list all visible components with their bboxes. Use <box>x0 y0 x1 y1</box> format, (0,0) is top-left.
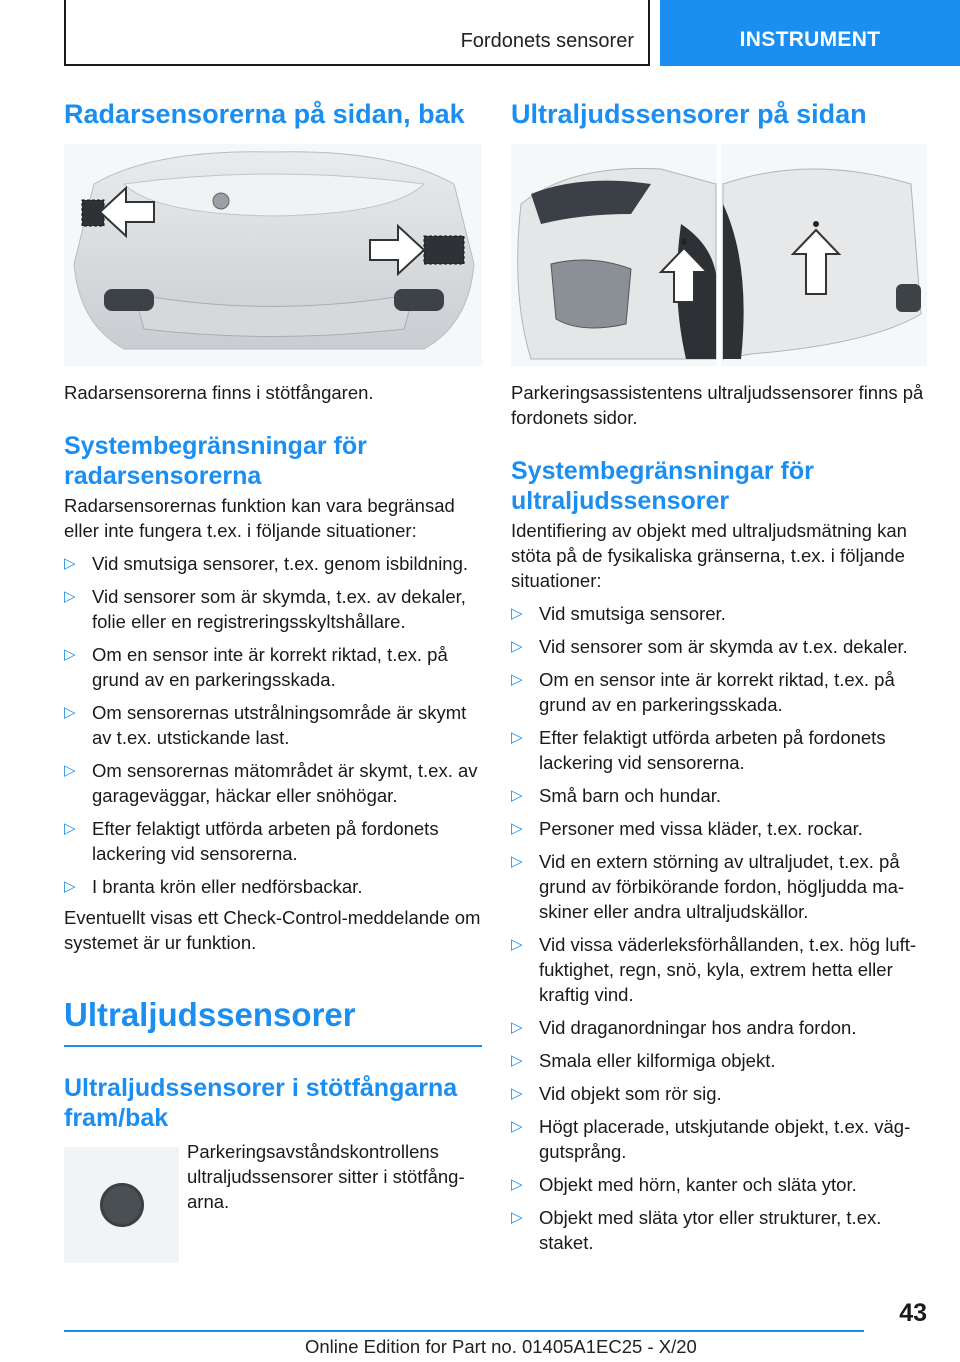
left-column <box>64 98 482 1263</box>
bullet-triangle-icon: ▷ <box>511 820 523 838</box>
list-item: ▷ Om en sensor inte är korrekt riktad, t.ex. på grund av en parkeringsskada. <box>511 669 895 716</box>
list-item: ▷ Smala eller kilformiga objekt. <box>511 1050 776 1072</box>
footer-edition: Online Edition for Part no. 01405A1EC25 - X/20 <box>305 1336 697 1357</box>
bullet-triangle-icon: ▷ <box>64 820 76 838</box>
list-item: ▷ Vid draganordningar hos andra fordon. <box>511 1017 857 1039</box>
list-item: ▷ Efter felaktigt utförda arbeten på fordonets lackering vid sensorerna. <box>511 727 886 774</box>
list-item: ▷ I branta krön eller nedförsbackar. <box>64 876 363 898</box>
bullet-triangle-icon: ▷ <box>511 605 523 623</box>
bullet-triangle-icon: ▷ <box>64 555 76 573</box>
header-rule-left <box>64 0 66 66</box>
figure-side-ultrasonic-sensors <box>511 144 927 366</box>
ultrasonic-sensor-image <box>64 1147 179 1263</box>
bullet-triangle-icon: ▷ <box>511 671 523 689</box>
bullet-triangle-icon: ▷ <box>64 878 76 896</box>
list-item: ▷ Om sensorernas mätområdet är skymt, t.ex. av garageväggar, häckar eller snöhögar. <box>64 760 478 807</box>
chapter-title-rule <box>64 1045 482 1047</box>
bullet-triangle-icon: ▷ <box>64 762 76 780</box>
list-item: ▷ Vid sensorer som är skymda, t.ex. av dekaler, folie eller en registreringsskyltshållare. <box>64 586 466 633</box>
section-title-radar-rear: Radarsensorerna på sidan, bak <box>64 99 465 129</box>
subsection-title-radar-limits: Systembegränsningar för radarsensorerna <box>64 432 367 491</box>
bullet-triangle-icon: ▷ <box>511 1176 523 1194</box>
radar-limits-list <box>64 551 482 899</box>
page-number: 43 <box>899 1299 927 1327</box>
figure-caption-ultrasonic-side: Parkeringsassistentens ultraljudssensorer finns på fordonets sidor. <box>511 382 924 429</box>
list-item: ▷ Om sensorernas utstrålningsområde är skymt av t.ex. utstickande last. <box>64 702 467 749</box>
list-item: ▷ Vid vissa väderleksförhållanden, t.ex. hög luftfuktighet, regn, snö, kyla, extrem hetta eller kraftig vind. <box>511 934 917 1006</box>
ultrasonic-limits-intro: Identifiering av objekt med ultraljudsmätning kan stöta på de fysikaliska gränserna, t.ex. i följande situationer: <box>511 520 907 592</box>
car-side-illustration <box>511 144 927 366</box>
radar-limits-intro: Radarsensorernas funktion kan vara begränsad eller inte fungera t.ex. i följande situationer: <box>64 495 455 542</box>
header-rule-bottom <box>64 64 650 66</box>
list-item: ▷ Personer med vissa kläder, t.ex. rockar. <box>511 818 863 840</box>
chapter-title-ultrasonic: Ultraljudssensorer <box>64 996 356 1034</box>
list-item: ▷ Vid smutsiga sensorer, t.ex. genom isbildning. <box>64 553 469 575</box>
bullet-triangle-icon: ▷ <box>64 646 76 664</box>
list-item: ▷ Vid sensorer som är skymda av t.ex. dekaler. <box>511 636 908 658</box>
radar-malfunction-note: Eventuellt visas ett Check-Control-meddelande om systemet är ur funktion. <box>64 907 481 954</box>
bumper-sensor-block <box>64 1139 482 1263</box>
bullet-triangle-icon: ▷ <box>511 729 523 747</box>
bullet-triangle-icon: ▷ <box>64 704 76 722</box>
list-item: ▷ Små barn och hundar. <box>511 785 722 807</box>
bullet-triangle-icon: ▷ <box>511 1118 523 1136</box>
right-column <box>511 98 927 1263</box>
sensor-disc-icon <box>100 1183 144 1227</box>
list-item: ▷ Vid objekt som rör sig. <box>511 1083 722 1105</box>
header-chapter-tab: INSTRUMENT <box>660 0 960 66</box>
subsection-title-bumper-sensors: Ultraljudssensorer i stötfångarna fram/bak <box>64 1073 458 1132</box>
car-rear-illustration <box>64 144 482 366</box>
bumper-sensor-text: Parkeringsavståndskontrollens ultraljudssensorer sitter i stötfångarna. <box>187 1140 465 1212</box>
list-item: ▷ Vid smutsiga sensorer. <box>511 603 726 625</box>
figure-caption-radar: Radarsensorerna finns i stötfångaren. <box>64 382 374 404</box>
list-item: ▷ Om en sensor inte är korrekt riktad, t.ex. på grund av en parkeringsskada. <box>64 644 448 691</box>
page-header <box>0 0 960 66</box>
list-item: ▷ Objekt med hörn, kanter och släta ytor. <box>511 1174 857 1196</box>
list-item: ▷ Objekt med släta ytor eller strukturer, t.ex. staket. <box>511 1207 882 1254</box>
bullet-triangle-icon: ▷ <box>511 853 523 871</box>
ultrasonic-limits-list <box>511 601 927 1255</box>
bullet-triangle-icon: ▷ <box>511 1209 523 1227</box>
subsection-title-ultrasonic-limits: Systembegränsningar för ultraljudssensorer <box>511 457 814 516</box>
figure-rear-radar-sensors <box>64 144 482 366</box>
list-item: ▷ Vid en extern störning av ultraljudet, t.ex. på grund av förbikörande fordon, högljudda maskiner eller andra ultraljudskällor. <box>511 851 905 923</box>
bullet-triangle-icon: ▷ <box>511 1019 523 1037</box>
bullet-triangle-icon: ▷ <box>64 588 76 606</box>
bullet-triangle-icon: ▷ <box>511 936 523 954</box>
list-item: ▷ Högt placerade, utskjutande objekt, t.ex. väggutsprång. <box>511 1116 911 1163</box>
bullet-triangle-icon: ▷ <box>511 1085 523 1103</box>
header-rule-divider <box>648 0 650 66</box>
list-item: ▷ Efter felaktigt utförda arbeten på fordonets lackering vid sensorerna. <box>64 818 439 865</box>
footer-rule <box>64 1330 864 1332</box>
bullet-triangle-icon: ▷ <box>511 787 523 805</box>
bullet-triangle-icon: ▷ <box>511 638 523 656</box>
header-section-title: Fordonets sensorer <box>460 30 634 52</box>
section-title-ultrasonic-side: Ultraljudssensorer på sidan <box>511 99 867 129</box>
bullet-triangle-icon: ▷ <box>511 1052 523 1070</box>
